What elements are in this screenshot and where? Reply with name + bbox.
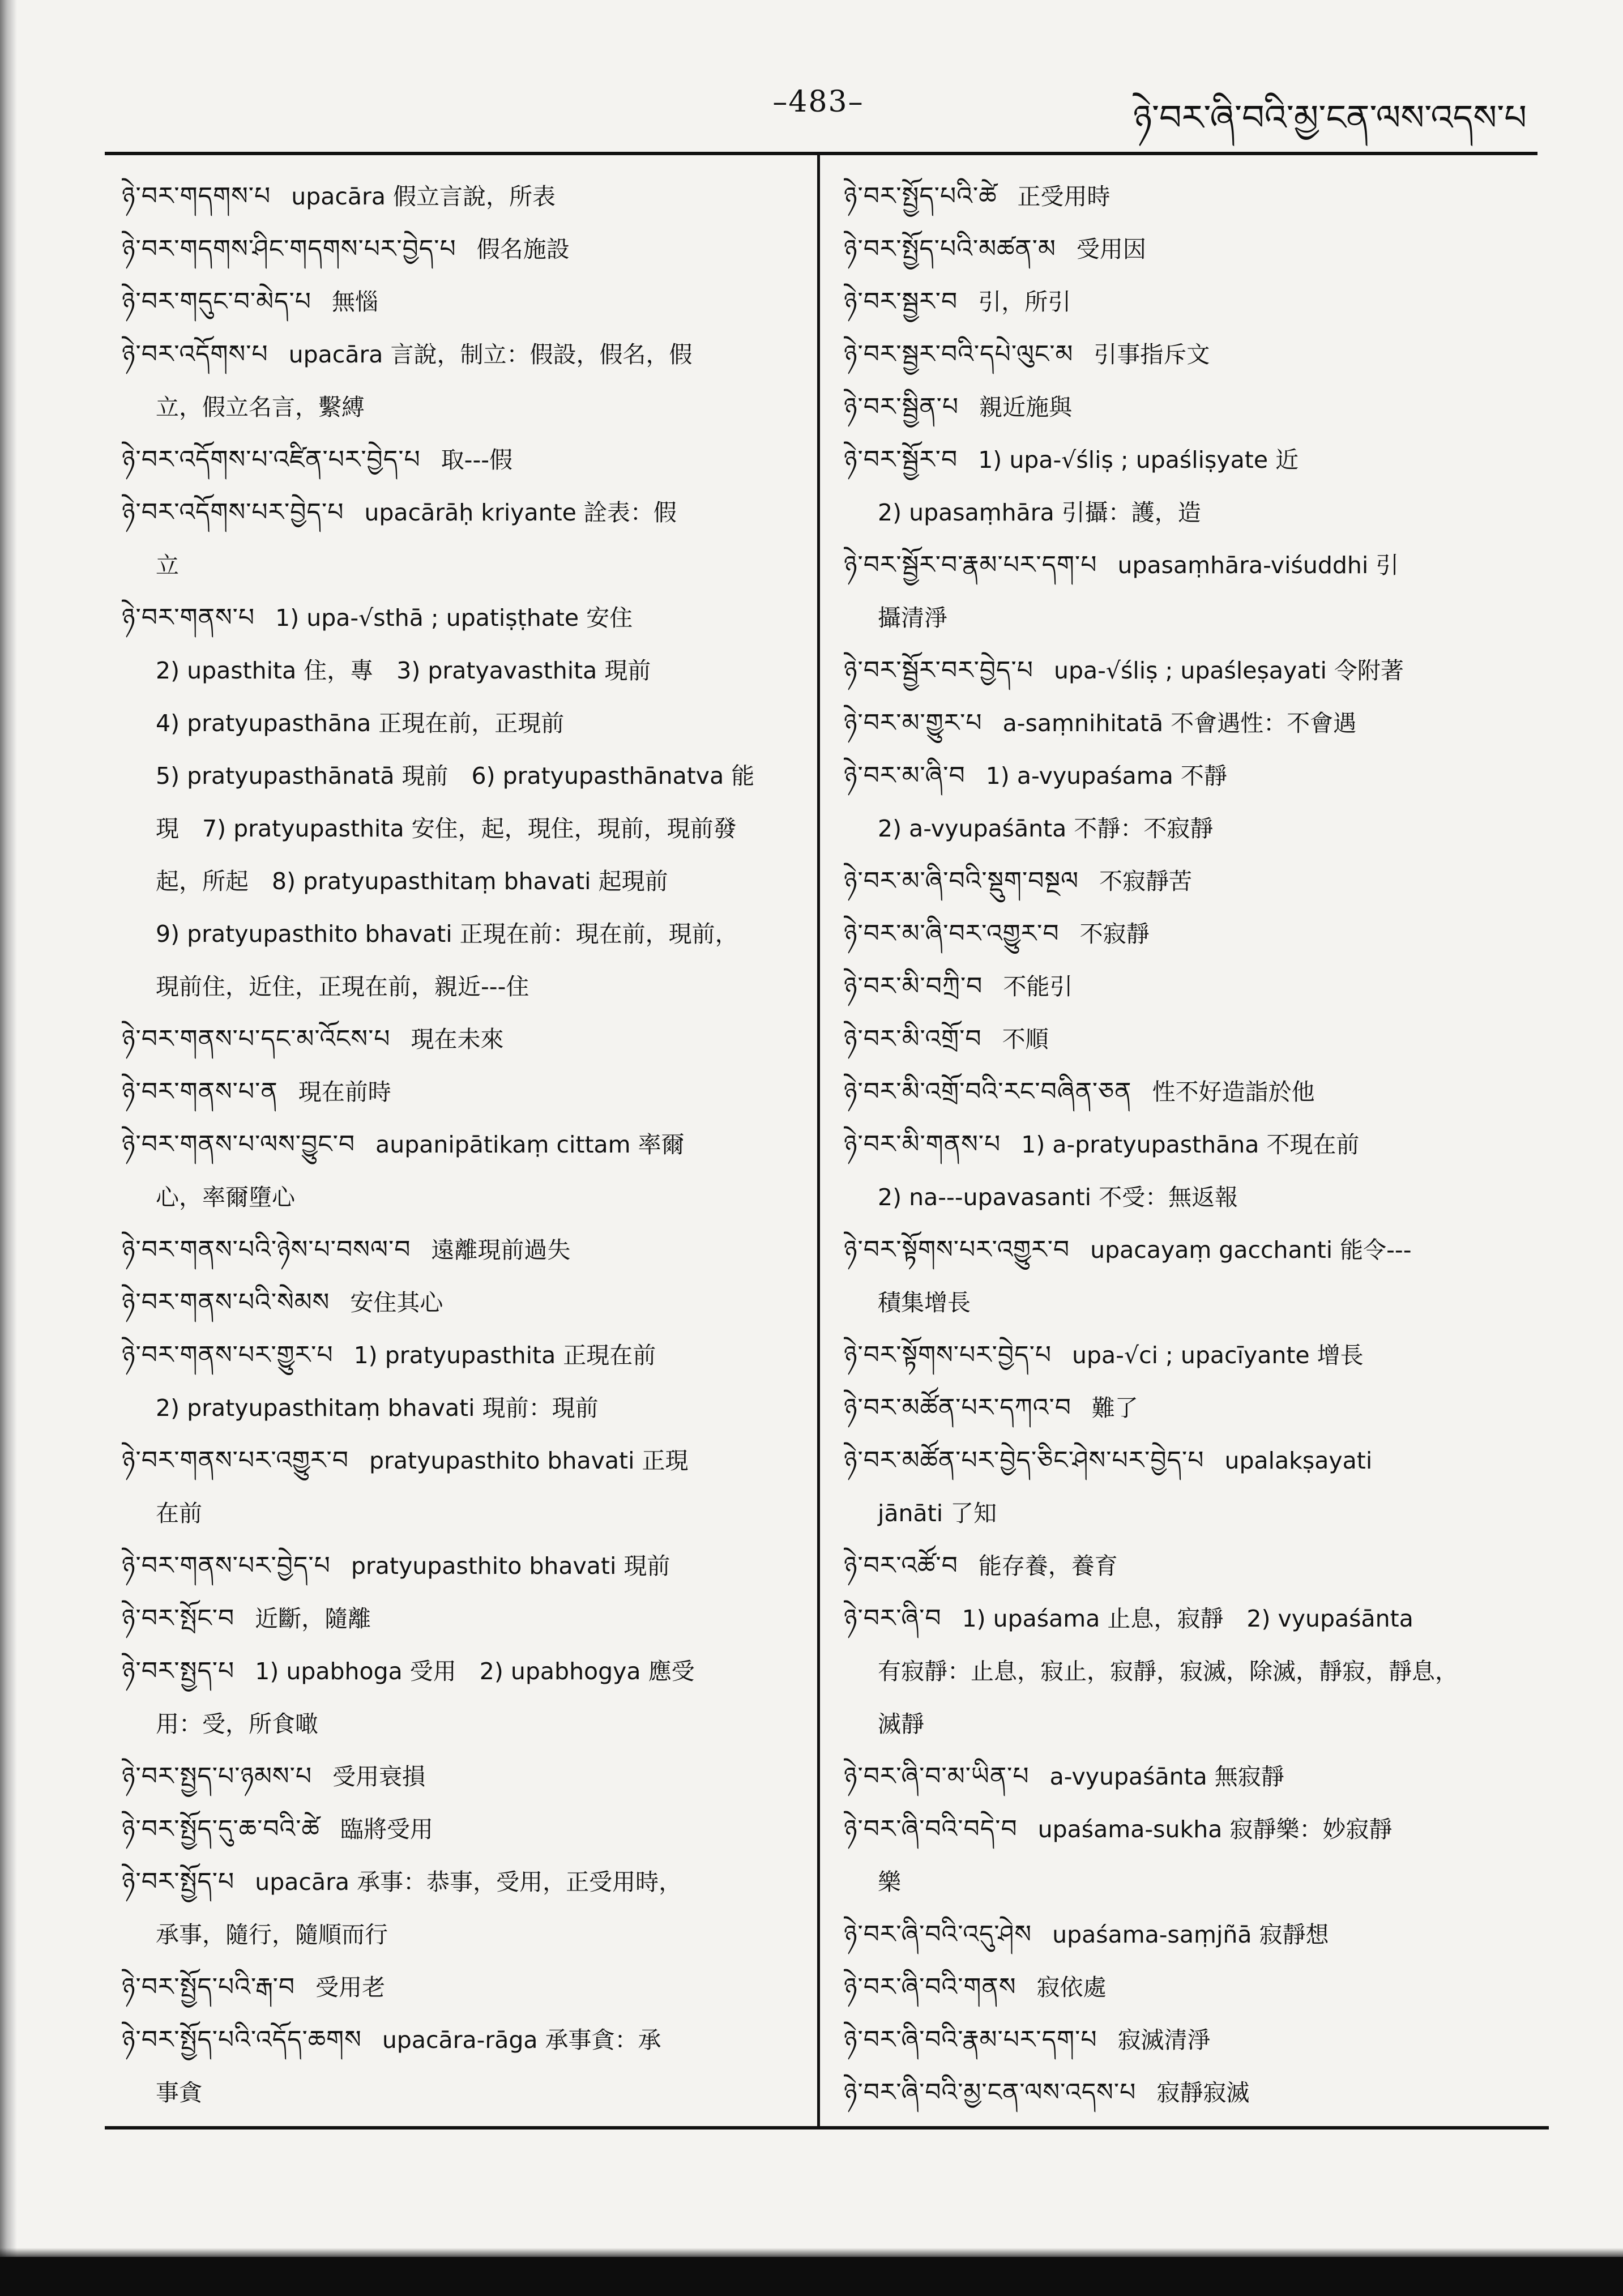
tibetan-headword: ཉེ་བར་སྤྱོད་པའི་རྒ་བ (122, 1973, 296, 2001)
entry-continuation (122, 907, 790, 960)
tibetan-headword: ཉེ་བར་ཞི་བ་མ་ཡིན་པ (844, 1762, 1030, 1791)
tibetan-headword: ཉེ་བར་འཚོ་བ (844, 1551, 958, 1580)
entry-continuation (844, 1855, 1540, 1908)
tibetan-headword: ཉེ་བར་སྟོགས་པར་བྱེད་པ (844, 1341, 1052, 1369)
dictionary-entry (844, 328, 1540, 381)
entry-definition: 立 (156, 552, 179, 579)
scan-edge-shadow (0, 0, 17, 2296)
tibetan-headword: ཉེ་བར་མི་བཀྲི་བ (844, 972, 983, 1001)
tibetan-headword: ཉེ་བར་གནས་པ་ལས་བྱུང་བ (122, 1130, 356, 1159)
dictionary-entry (122, 1118, 790, 1171)
tibetan-headword: ཉེ་བར་གདགས་པ (122, 182, 271, 211)
dictionary-entry (844, 2066, 1540, 2119)
entry-definition: upa-√śliṣ ; upaśleṣayati 令附著 (1053, 657, 1404, 684)
entry-definition: 積集增長 (878, 1289, 971, 1316)
tibetan-headword: ཉེ་བར་ཞི་བའི་འདུ་ཤེས (844, 1920, 1032, 1949)
entry-definition: 正受用時 (1017, 183, 1111, 210)
tibetan-headword: ཉེ་བར་སྦྱོར་བར་བྱེད་པ (844, 656, 1033, 685)
entry-continuation (844, 1487, 1540, 1539)
entry-definition: upaśama-sukha 寂靜樂：妙寂靜 (1037, 1816, 1393, 1843)
entry-continuation (844, 802, 1540, 855)
entry-definition: 引，所引 (978, 288, 1071, 315)
running-head: ཉེ་བར་ཞི་བའི་མྱ་ངན་ལས་འདས་པ (1133, 97, 1527, 138)
tibetan-headword: ཉེ་བར་སྤྱོད་པ (122, 1867, 235, 1896)
tibetan-headword: ཉེ་བར་གདགས་ཤིང་གདགས་པར་བྱེད་པ (122, 234, 456, 263)
entry-definition: upalakṣayati (1224, 1447, 1373, 1474)
entry-continuation (122, 2066, 790, 2119)
tibetan-headword: ཉེ་བར་གནས་པའི་སེམས (122, 1288, 330, 1317)
entry-definition: 承事，隨行，隨順而行 (156, 1921, 388, 1948)
dictionary-entry (122, 433, 790, 486)
entry-definition: 現在前時 (298, 1078, 391, 1106)
dictionary-entry (122, 1855, 790, 1908)
tibetan-headword: ཉེ་བར་སྦྱིན་པ (844, 392, 959, 421)
dictionary-entry (122, 1223, 790, 1276)
tibetan-headword: ཉེ་བར་སྤྱད་པ (122, 1657, 235, 1685)
entry-definition: 5) pratyupasthānatā 現前 6) pratyupasthānatva 能 (156, 762, 755, 789)
entry-continuation (844, 1171, 1540, 1223)
dictionary-entry (122, 1645, 790, 1697)
dictionary-entry (844, 275, 1540, 328)
entry-definition: upacayaṃ gacchanti 能令--- (1090, 1236, 1412, 1264)
scan-bottom-band (0, 2257, 1623, 2296)
entry-definition: 難了 (1091, 1394, 1138, 1422)
dictionary-entry (122, 1013, 790, 1065)
entry-definition: 2) upasthita 住，專 3) pratyavasthita 現前 (156, 657, 651, 684)
entry-definition: 不寂靜苦 (1099, 868, 1193, 895)
right-column (844, 170, 1540, 2119)
entry-definition: pratyupasthito bhavati 現前 (351, 1552, 670, 1580)
dictionary-entry (122, 486, 790, 539)
tibetan-headword: ཉེ་བར་མ་ཞི་བའི་སྡུག་བསྔལ (844, 867, 1079, 895)
entry-definition: 能存養，養育 (978, 1552, 1118, 1580)
dictionary-entry (122, 591, 790, 644)
dictionary-entry (844, 1223, 1540, 1276)
dictionary-entry (122, 1065, 790, 1118)
tibetan-headword: ཉེ་བར་མཚོན་པར་དཀའ་བ (844, 1393, 1071, 1422)
entry-definition: upaśama-saṃjñā 寂靜想 (1052, 1921, 1329, 1948)
entry-definition: 事貪 (156, 2079, 202, 2106)
entry-definition: 1) a-vyupaśama 不靜 (985, 762, 1227, 789)
entry-definition: 2) upasaṃhāra 引攝：護，造 (878, 499, 1201, 526)
dictionary-entry (122, 170, 790, 223)
dictionary-entry (844, 1539, 1540, 1592)
entry-definition: 受用老 (315, 1974, 386, 2001)
entry-continuation (122, 539, 790, 591)
dictionary-entry (844, 1329, 1540, 1381)
entry-definition: 在前 (156, 1500, 202, 1527)
tibetan-headword: ཉེ་བར་ཞི་བའི་རྣམ་པར་དག་པ (844, 2025, 1097, 2054)
entry-definition: pratyupasthito bhavati 正現 (369, 1447, 689, 1474)
dictionary-entry (122, 223, 790, 275)
entry-continuation (122, 802, 790, 855)
dictionary-entry (122, 328, 790, 381)
tibetan-headword: ཉེ་བར་གདུང་བ་མེད་པ (122, 287, 311, 316)
entry-definition: 取---假 (441, 446, 513, 473)
entry-definition: 4) pratyupasthāna 正現在前，正現前 (156, 710, 565, 737)
entry-definition: 現 7) pratyupasthita 安住，起，現住，現前，現前發 (156, 815, 737, 842)
entry-definition: 現前住，近住，正現在前，親近---住 (156, 973, 529, 1000)
dictionary-entry (844, 1803, 1540, 1855)
page-header (0, 0, 1623, 153)
tibetan-headword: ཉེ་བར་འདོགས་པར་བྱེད་པ (122, 498, 344, 527)
top-rule (105, 152, 1537, 155)
dictionary-entry (844, 1381, 1540, 1434)
entry-definition: a-saṃnihitatā 不會遇性：不會遇 (1002, 710, 1357, 737)
entry-continuation (122, 749, 790, 802)
tibetan-headword: ཉེ་བར་འདོགས་པ (122, 340, 268, 369)
entry-definition: 立，假立名言，繫縛 (156, 394, 365, 421)
entry-definition: 現在未來 (411, 1026, 504, 1053)
entry-definition: upacāra-rāga 承事貪：承 (382, 2026, 661, 2054)
entry-definition: 遠離現前過失 (431, 1236, 571, 1264)
entry-definition: 受用衰損 (332, 1763, 426, 1790)
entry-continuation (844, 486, 1540, 539)
entry-definition: 引事指斥文 (1094, 341, 1210, 368)
tibetan-headword: ཉེ་བར་གནས་པར་གྱུར་པ (122, 1341, 334, 1369)
entry-definition: 心，率爾墮心 (156, 1184, 295, 1211)
page-number: –483– (772, 85, 864, 119)
dictionary-entry (844, 749, 1540, 802)
dictionary-entry (844, 539, 1540, 591)
entry-definition: 2) a-vyupaśānta 不靜：不寂靜 (878, 815, 1214, 842)
tibetan-headword: ཉེ་བར་གནས་པར་འགྱུར་བ (122, 1446, 349, 1475)
entry-continuation (844, 1276, 1540, 1329)
tibetan-headword: ཉེ་བར་སྤྱོད་པའི་འདོད་ཆགས (122, 2025, 362, 2054)
tibetan-headword: ཉེ་བར་མ་ཞི་བར་འགྱུར་བ (844, 919, 1060, 948)
tibetan-headword: ཉེ་བར་མི་འགྲོ་བའི་རང་བཞིན་ཅན (844, 1077, 1132, 1106)
entry-definition: 1) upabhoga 受用 2) upabhogya 應受 (255, 1658, 695, 1685)
entry-definition: 寂靜寂滅 (1156, 2079, 1250, 2106)
tibetan-headword: ཉེ་བར་གནས་པར་བྱེད་པ (122, 1551, 331, 1580)
entry-definition: 寂依處 (1036, 1974, 1107, 2001)
tibetan-headword: ཉེ་བར་སྤྱད་པ་ཉམས་པ (122, 1762, 313, 1791)
tibetan-headword: ཉེ་བར་ཞི་བའི་མྱ་ངན་ལས་འདས་པ (844, 2078, 1137, 2107)
entry-continuation (122, 697, 790, 749)
entry-continuation (122, 1697, 790, 1750)
entry-definition: 有寂靜：止息，寂止，寂靜，寂滅，除滅，靜寂，靜息， (878, 1658, 1458, 1685)
entry-definition: 1) pratyupasthita 正現在前 (353, 1342, 656, 1369)
entry-continuation (844, 591, 1540, 644)
dictionary-entry (844, 433, 1540, 486)
entry-definition: upasaṃhāra-viśuddhi 引 (1117, 552, 1399, 579)
entry-continuation (122, 1908, 790, 1961)
entry-definition: upa-√ci ; upacīyante 增長 (1072, 1342, 1364, 1369)
entry-continuation (844, 1645, 1540, 1697)
entry-definition: 樂 (878, 1868, 901, 1896)
entry-definition: 1) upaśama 止息，寂靜 2) vyupaśānta (962, 1605, 1413, 1632)
dictionary-entry (844, 2013, 1540, 2066)
dictionary-entry (122, 1803, 790, 1855)
dictionary-entry (844, 223, 1540, 275)
entry-definition: upacārāḥ kriyante 詮表：假 (364, 499, 677, 526)
entry-definition: jānāti 了知 (878, 1500, 997, 1527)
dictionary-entry (844, 1592, 1540, 1645)
dictionary-entry (844, 644, 1540, 697)
dictionary-entry (844, 697, 1540, 749)
dictionary-entry (844, 1065, 1540, 1118)
tibetan-headword: ཉེ་བར་སྤྱོད་དུ་ཆ་བའི་ཚེ (122, 1815, 320, 1843)
tibetan-headword: ཉེ་བར་སྦྱོར་བ (844, 445, 958, 474)
dictionary-entry (122, 1434, 790, 1487)
dictionary-entry (844, 1908, 1540, 1961)
entry-definition: 安住其心 (350, 1289, 443, 1316)
entry-definition: upacāra 假立言說，所表 (291, 183, 556, 210)
dictionary-entry (844, 960, 1540, 1013)
entry-definition: aupanipātikaṃ cittam 率爾 (375, 1131, 685, 1158)
dictionary-entry (844, 381, 1540, 433)
tibetan-headword: ཉེ་བར་སྤོང་བ (122, 1604, 235, 1633)
dictionary-entry (844, 170, 1540, 223)
tibetan-headword: ཉེ་བར་སྦྱོར་བ་རྣམ་པར་དག་པ (844, 550, 1097, 579)
entry-continuation (122, 1487, 790, 1539)
entry-definition: 親近施與 (979, 394, 1073, 421)
entry-definition: 不順 (1002, 1026, 1049, 1053)
tibetan-headword: ཉེ་བར་ཞི་བའི་བདེ་བ (844, 1815, 1018, 1843)
entry-continuation (122, 855, 790, 907)
tibetan-headword: ཉེ་བར་གནས་པའི་ཉེས་པ་བསལ་བ (122, 1235, 411, 1264)
entry-definition: upacāra 承事：恭事，受用，正受用時， (255, 1868, 682, 1896)
entry-continuation (844, 1697, 1540, 1750)
tibetan-headword: ཉེ་བར་མཚོན་པར་བྱེད་ཅིང་ཤེས་པར་བྱེད་པ (844, 1446, 1205, 1475)
tibetan-headword: ཉེ་བར་གནས་པ (122, 603, 255, 632)
entry-continuation (122, 1171, 790, 1223)
tibetan-headword: ཉེ་བར་ཞི་བའི་གནས (844, 1973, 1016, 2001)
column-divider (817, 155, 820, 2126)
dictionary-entry (844, 855, 1540, 907)
entry-definition: 用：受，所食噉 (156, 1710, 318, 1738)
dictionary-entry (844, 1013, 1540, 1065)
entry-continuation (122, 1381, 790, 1434)
tibetan-headword: ཉེ་བར་མི་གནས་པ (844, 1130, 1001, 1159)
entry-definition: 2) na---upavasanti 不受：無返報 (878, 1184, 1238, 1211)
tibetan-headword: ཉེ་བར་སྦྱར་བ (844, 287, 958, 316)
tibetan-headword: ཉེ་བར་འདོགས་པ་འཛིན་པར་བྱེད་པ (122, 445, 421, 474)
entry-definition: 1) upa-√śliṣ ; upaśliṣyate 近 (978, 446, 1299, 473)
entry-continuation (122, 381, 790, 433)
entry-definition: 滅靜 (878, 1710, 924, 1738)
tibetan-headword: ཉེ་བར་མ་ཞི་བ (844, 761, 966, 790)
entry-definition: 寂滅清淨 (1117, 2026, 1211, 2054)
tibetan-headword: ཉེ་བར་སྟོགས་པར་འགྱུར་བ (844, 1235, 1070, 1264)
dictionary-entry (844, 1961, 1540, 2013)
entry-definition: upacāra 言說，制立：假設，假名，假 (288, 341, 693, 368)
entry-continuation (122, 960, 790, 1013)
entry-definition: 1) upa-√sthā ; upatiṣṭhate 安住 (275, 604, 633, 631)
entry-definition: 臨將受用 (340, 1816, 433, 1843)
dictionary-entry (844, 907, 1540, 960)
dictionary-entry (844, 1434, 1540, 1487)
dictionary-entry (122, 1750, 790, 1803)
tibetan-headword: ཉེ་བར་མི་འགྲོ་བ (844, 1025, 982, 1053)
tibetan-headword: ཉེ་བར་ཞི་བ (844, 1604, 942, 1633)
entry-definition: 假名施設 (476, 236, 570, 263)
tibetan-headword: ཉེ་བར་མ་གྱུར་པ (844, 709, 983, 737)
dictionary-entry (122, 1329, 790, 1381)
dictionary-entry (122, 275, 790, 328)
tibetan-headword: ཉེ་བར་སྦྱར་བའི་དཔེ་ལུང་མ (844, 340, 1074, 369)
bottom-rule (105, 2126, 1549, 2129)
dictionary-entry (122, 1961, 790, 2013)
tibetan-headword: ཉེ་བར་སྤྱོད་པའི་ཚེ (844, 182, 997, 211)
entry-definition: 2) pratyupasthitaṃ bhavati 現前：現前 (156, 1394, 599, 1422)
dictionary-entry (844, 1118, 1540, 1171)
dictionary-entry (122, 2013, 790, 2066)
entry-definition: 不能引 (1003, 973, 1073, 1000)
entry-definition: a-vyupaśānta 無寂靜 (1049, 1763, 1284, 1790)
entry-definition: 無惱 (331, 288, 378, 315)
entry-definition: 不寂靜 (1079, 920, 1150, 948)
entry-definition: 9) pratyupasthito bhavati 正現在前：現在前，現前， (156, 920, 738, 948)
dictionary-entry (122, 1592, 790, 1645)
dictionary-entry (844, 1750, 1540, 1803)
dictionary-entry (122, 1276, 790, 1329)
entry-definition: 攝清淨 (878, 604, 947, 631)
entry-continuation (122, 644, 790, 697)
tibetan-headword: ཉེ་བར་སྤྱོད་པའི་མཚན་མ (844, 234, 1056, 263)
left-column (122, 170, 790, 2119)
entry-definition: 性不好造詣於他 (1152, 1078, 1315, 1106)
entry-definition: 近斷，隨離 (255, 1605, 371, 1632)
tibetan-headword: ཉེ་བར་གནས་པ་དང་མ་འོངས་པ (122, 1025, 391, 1053)
entry-definition: 受用因 (1076, 236, 1146, 263)
dictionary-entry (122, 1539, 790, 1592)
entry-definition: 起，所起 8) pratyupasthitaṃ bhavati 起現前 (156, 868, 668, 895)
entry-definition: 1) a-pratyupasthāna 不現在前 (1021, 1131, 1360, 1158)
tibetan-headword: ཉེ་བར་གནས་པ་ན (122, 1077, 278, 1106)
